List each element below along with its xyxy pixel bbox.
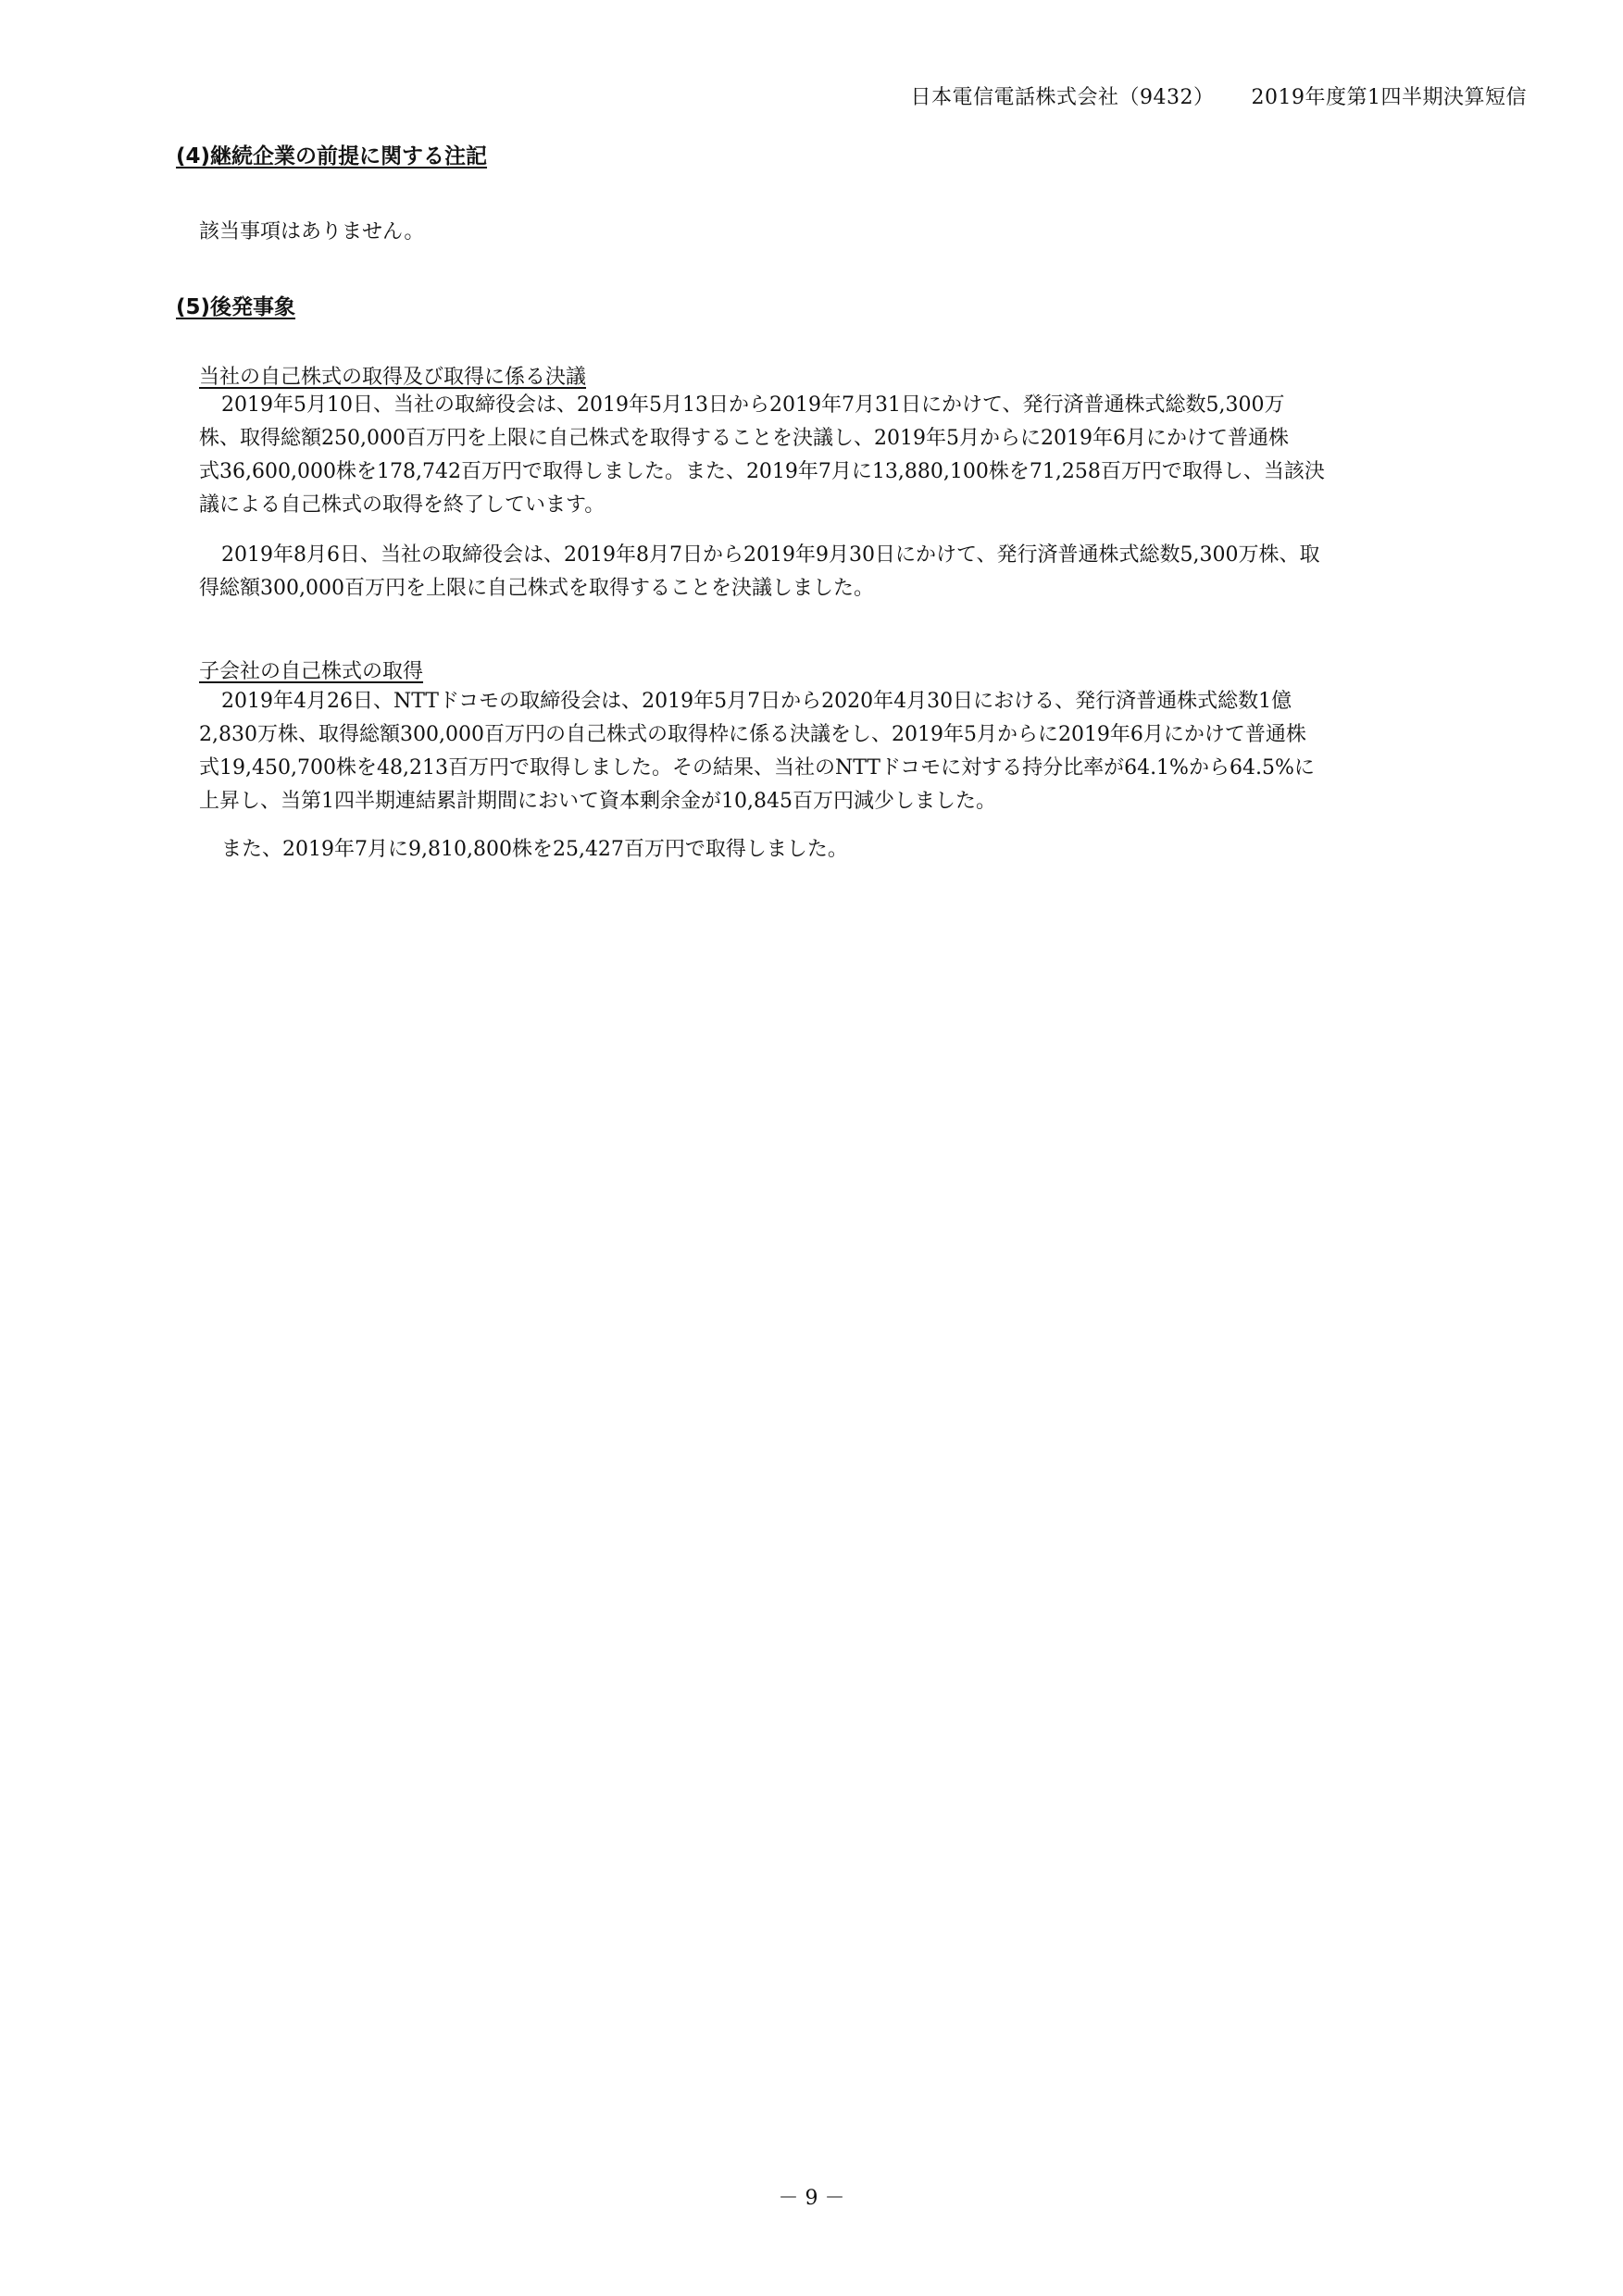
text-line: 得総額300,000百万円を上限に自己株式を取得することを決議しました。 xyxy=(199,577,874,600)
text-line: 2019年5月10日、当社の取締役会は、2019年5月13日から2019年7月31日にかけて、発行済普通株式総数5,300万 xyxy=(221,393,1285,417)
section-heading-subsequent-events: (5)後発事象 xyxy=(176,295,296,319)
text-line: 上昇し、当第1四半期連結累計期間において資本剰余金が10,845百万円減少しました。 xyxy=(199,790,996,813)
paragraph-treasury-stock-2 xyxy=(199,539,1477,605)
text-line: 株、取得総額250,000百万円を上限に自己株式を取得することを決議し、2019年5月からに2019年6月にかけて普通株 xyxy=(199,427,1289,450)
text-line: 議による自己株式の取得を終了しています。 xyxy=(199,493,606,517)
paragraph-subsidiary-stock-1 xyxy=(199,685,1477,818)
text-line: 2019年4月26日、NTTドコモの取締役会は、2019年5月7日から2020年4月30日における、発行済普通株式総数1億 xyxy=(221,690,1292,713)
text-line: また、2019年7月に9,810,800株を25,427百万円で取得しました。 xyxy=(221,838,848,861)
paragraph-subsidiary-stock-2 xyxy=(199,833,1477,867)
text-line: 式36,600,000株を178,742百万円で取得しました。また、2019年7月に13,880,100株を71,258百万円で取得し、当該決 xyxy=(199,460,1325,483)
page-header xyxy=(911,81,1528,110)
subheading-treasury-stock-resolution: 当社の自己株式の取得及び取得に係る決議 xyxy=(199,366,587,389)
section-heading-going-concern: (4)継続企業の前提に関する注記 xyxy=(176,144,488,168)
paragraph-treasury-stock-1 xyxy=(199,389,1477,522)
going-concern-text: 該当事項はありません。 xyxy=(199,220,425,243)
text-line: 2,830万株、取得総額300,000百万円の自己株式の取得枠に係る決議をし、2019年5月からに2019年6月にかけて普通株 xyxy=(199,723,1306,746)
text-line: 式19,450,700株を48,213百万円で取得しました。その結果、当社のNTTドコモに対する持分比率が64.1%から64.5%に xyxy=(199,756,1315,780)
company-name: 日本電信電話株式会社（9432） xyxy=(910,86,1215,109)
report-title: 2019年度第1四半期決算短信 xyxy=(1251,86,1527,109)
subheading-subsidiary-stock: 子会社の自己株式の取得 xyxy=(199,660,424,683)
page-number: － 9 － xyxy=(778,2187,845,2210)
text-line: 2019年8月6日、当社の取締役会は、2019年8月7日から2019年9月30日にかけて、発行済普通株式総数5,300万株、取 xyxy=(221,543,1320,567)
